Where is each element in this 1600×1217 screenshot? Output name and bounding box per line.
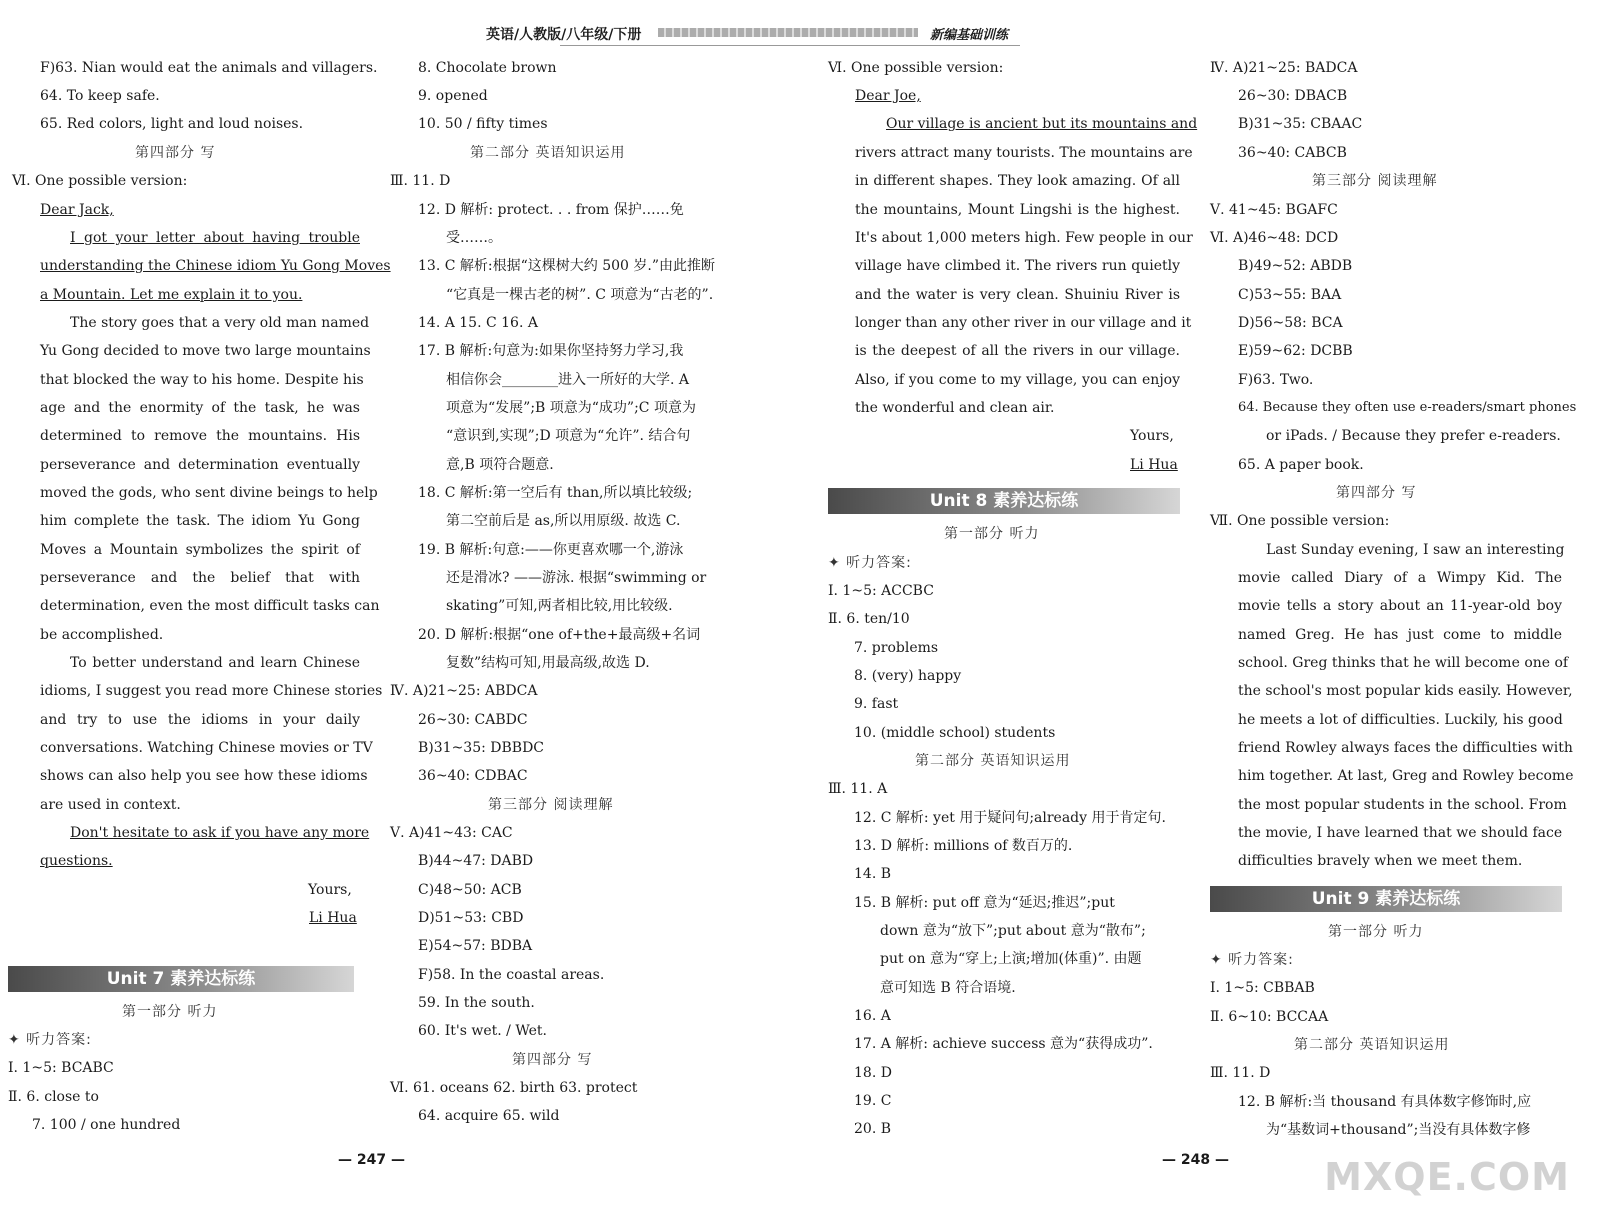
text-line: 10. (middle school) students <box>854 725 1056 741</box>
page-number-right: — 248 — <box>1162 1152 1229 1168</box>
text-line: him together. At last, Greg and Rowley become <box>1238 768 1574 784</box>
text-line: that blocked the way to his home. Despite his <box>40 372 364 388</box>
text-line: Ⅶ. One possible version: <box>1210 513 1390 529</box>
section-heading: 第二部分 英语知识运用 <box>915 753 1071 769</box>
text-line: 64. Because they often use e-readers/smart phones <box>1238 400 1577 415</box>
text-line: Also, if you come to my village, you can enjoy <box>855 372 1180 388</box>
text-line: 20. B <box>854 1121 892 1137</box>
text-line: F)58. In the coastal areas. <box>418 967 605 983</box>
section-heading: 第四部分 写 <box>512 1052 593 1068</box>
text-line: movie tells a story about an 11-year-old boy <box>1238 598 1562 614</box>
text-line: 18. D <box>854 1065 892 1081</box>
text-line: 20. D 解析:根据“one of+the+最高级+名词 <box>418 627 701 643</box>
text-line: Ⅰ. 1~5: CBBAB <box>1210 980 1315 996</box>
text-line: a Mountain. Let me explain it to you. <box>40 287 303 303</box>
text-line: and the water is very clean. Shuiniu River is <box>855 287 1180 303</box>
unit-7-banner: Unit 7 素养达标练 <box>8 966 354 992</box>
text-line: 8. (very) happy <box>854 668 962 684</box>
section-heading: 第三部分 阅读理解 <box>1312 173 1438 189</box>
text-line: 受……。 <box>446 230 502 246</box>
text-line: E)59~62: DCBB <box>1238 343 1353 359</box>
text-line: 17. B 解析:句意为:如果你坚持努力学习,我 <box>418 343 684 359</box>
text-line: 13. C 解析:根据“这棵树大约 500 岁.”由此推断 <box>418 258 715 274</box>
text-line: Ⅵ. A)46~48: DCD <box>1210 230 1339 246</box>
text-line: rivers attract many tourists. The mountains are <box>855 145 1193 161</box>
text-line: 7. problems <box>854 640 939 656</box>
text-line: perseverance and determination eventually <box>40 457 360 473</box>
text-line: are used in context. <box>40 797 181 813</box>
section-heading: 第四部分 写 <box>135 145 216 161</box>
text-line: 意可知选 B 符合语境. <box>880 980 1016 996</box>
text-line: C)53~55: BAA <box>1238 287 1342 303</box>
text-line: in different shapes. They look amazing. Of all <box>855 173 1180 189</box>
text-line: Ⅴ. 41~45: BGAFC <box>1210 202 1338 218</box>
text-line: determined to remove the mountains. His <box>40 428 360 444</box>
text-line: the wonderful and clean air. <box>855 400 1055 416</box>
listening-answers-label: ✦ 听力答案: <box>828 555 912 571</box>
text-line: the school's most popular kids easily. However, <box>1238 683 1573 699</box>
text-line: Don't hesitate to ask if you have any more <box>70 825 370 841</box>
text-line: 15. B 解析: put off 意为“延迟;推迟”;put <box>854 895 1115 911</box>
text-line: B)31~35: DBBDC <box>418 740 545 756</box>
text-line: 14. A 15. C 16. A <box>418 315 538 331</box>
text-line: down 意为“放下”;put about 意为“散布”; <box>880 923 1146 939</box>
page-number-left: — 247 — <box>338 1152 405 1168</box>
header-series-title: 新编基础训练 <box>930 28 1009 43</box>
text-line: conversations. Watching Chinese movies or TV <box>40 740 373 756</box>
text-line: 12. D 解析: protect. . . from 保护……免 <box>418 202 684 218</box>
text-line: Last Sunday evening, I saw an interesting <box>1266 542 1565 558</box>
text-line: he meets a lot of difficulties. Luckily, his good <box>1238 712 1563 728</box>
header-rule <box>560 45 1020 46</box>
text-line: 10. 50 / fifty times <box>418 116 548 132</box>
text-line: 16. A <box>854 1008 891 1024</box>
text-line: age and the enormity of the task, he was <box>40 400 360 416</box>
unit-9-banner: Unit 9 素养达标练 <box>1210 886 1562 912</box>
text-line: Ⅱ. 6~10: BCCAA <box>1210 1009 1329 1025</box>
text-line: and try to use the idioms in your daily <box>40 712 360 728</box>
section-heading: 第一部分 听力 <box>944 526 1040 542</box>
text-line: 19. C <box>854 1093 892 1109</box>
section-heading: 第二部分 英语知识运用 <box>1294 1037 1450 1053</box>
text-line: movie called Diary of a Wimpy Kid. The <box>1238 570 1562 586</box>
text-line: B)44~47: DABD <box>418 853 534 869</box>
text-line: 12. C 解析: yet 用于疑问句;already 用于肯定句. <box>854 810 1166 826</box>
text-line: 意,B 项符合题意. <box>446 457 554 473</box>
text-line: 18. C 解析:第一空后有 than,所以填比较级; <box>418 485 693 501</box>
text-line: 59. In the south. <box>418 995 535 1011</box>
text-line: questions. <box>40 853 113 869</box>
text-line: be accomplished. <box>40 627 164 643</box>
text-line: 17. A 解析: achieve success 意为“获得成功”. <box>854 1036 1153 1052</box>
text-line: is the deepest of all the rivers in our village. <box>855 343 1180 359</box>
text-line: D)51~53: CBD <box>418 910 524 926</box>
header-decoration <box>658 28 918 37</box>
text-line: 9. fast <box>854 696 899 712</box>
text-line: 36~40: CDBAC <box>418 768 528 784</box>
text-line: 14. B <box>854 866 892 882</box>
text-line: Ⅳ. A)21~25: ABDCA <box>390 683 538 699</box>
section-heading: 第一部分 听力 <box>1328 924 1424 940</box>
text-line: 7. 100 / one hundred <box>32 1117 181 1133</box>
text-line: Ⅳ. A)21~25: BADCA <box>1210 60 1358 76</box>
text-line: Ⅵ. One possible version: <box>12 173 188 189</box>
text-line: Ⅴ. A)41~43: CAC <box>390 825 513 841</box>
text-line: Ⅰ. 1~5: ACCBC <box>828 583 934 599</box>
text-line: difficulties bravely when we meet them. <box>1238 853 1523 869</box>
text-line: 9. opened <box>418 88 488 104</box>
section-heading: 第二部分 英语知识运用 <box>470 145 626 161</box>
text-line: B)31~35: CBAAC <box>1238 116 1363 132</box>
text-line: friend Rowley always faces the difficulties with <box>1238 740 1573 756</box>
letter-closing: Yours, <box>308 882 352 898</box>
text-line: 64. acquire 65. wild <box>418 1108 560 1124</box>
text-line: perseverance and the belief that with <box>40 570 360 586</box>
text-line: The story goes that a very old man named <box>70 315 370 331</box>
text-line: moved the gods, who sent divine beings to help <box>40 485 378 501</box>
text-line: village have climbed it. The rivers run quietly <box>855 258 1180 274</box>
text-line: named Greg. He has just come to middle <box>1238 627 1562 643</box>
text-line: understanding the Chinese idiom Yu Gong Moves <box>40 258 391 274</box>
text-line: determination, even the most difficult tasks can <box>40 598 380 614</box>
text-line: longer than any other river in our village and it <box>855 315 1192 331</box>
text-line: “它真是一棵古老的树”. C 项意为“古老的”. <box>446 287 714 303</box>
text-line: 64. To keep safe. <box>40 88 160 104</box>
text-line: E)54~57: BDBA <box>418 938 533 954</box>
text-line: 65. A paper book. <box>1238 457 1364 473</box>
text-line: Ⅲ. 11. D <box>1210 1065 1271 1081</box>
text-line: put on 意为“穿上;上演;增加(体重)”. 由题 <box>880 951 1142 967</box>
text-line: B)49~52: ABDB <box>1238 258 1353 274</box>
text-line: the movie, I have learned that we should face <box>1238 825 1563 841</box>
text-line: Ⅵ. 61. oceans 62. birth 63. protect <box>390 1080 638 1096</box>
text-line: 还是滑冰? ——游泳. 根据“swimming or <box>446 570 707 586</box>
text-line: 项意为“发展”;B 项意为“成功”;C 项意为 <box>446 400 696 416</box>
letter-salutation: Dear Jack, <box>40 202 114 218</box>
text-line: Ⅵ. One possible version: <box>828 60 1004 76</box>
text-line: I got your letter about having trouble <box>70 230 360 246</box>
text-line: 13. D 解析: millions of 数百万的. <box>854 838 1073 854</box>
text-line: F)63. Two. <box>1238 372 1314 388</box>
text-line: the mountains, Mount Lingshi is the highest. <box>855 202 1180 218</box>
text-line: 12. B 解析:当 thousand 有具体数字修饰时,应 <box>1238 1094 1532 1110</box>
text-line: It's about 1,000 meters high. Few people in our <box>855 230 1193 246</box>
letter-signature: Li Hua <box>1130 457 1178 473</box>
text-line: Yu Gong decided to move two large mountains <box>40 343 371 359</box>
letter-signature: Li Hua <box>309 910 357 926</box>
header-book-title: 英语/人教版/八年级/下册 <box>486 27 642 43</box>
listening-answers-label: ✦ 听力答案: <box>1210 952 1294 968</box>
text-line: 第二空前后是 as,所以用原级. 故选 C. <box>446 513 681 529</box>
text-line: skating”可知,两者相比较,用比较级. <box>446 598 673 614</box>
text-line: 26~30: DBACB <box>1238 88 1348 104</box>
letter-closing: Yours, <box>1130 428 1174 444</box>
text-line: To better understand and learn Chinese <box>70 655 360 671</box>
text-line: Moves a Mountain symbolizes the spirit of <box>40 542 360 558</box>
text-line: or iPads. / Because they prefer e-readers. <box>1266 428 1561 444</box>
text-line: Ⅱ. 6. close to <box>8 1089 99 1105</box>
text-line: Ⅲ. 11. D <box>390 173 451 189</box>
text-line: Ⅲ. 11. A <box>828 781 888 797</box>
text-line: F)63. Nian would eat the animals and villagers. <box>40 60 378 76</box>
text-line: 8. Chocolate brown <box>418 60 557 76</box>
section-heading: 第三部分 阅读理解 <box>488 797 614 813</box>
text-line: school. Greg thinks that he will become one of <box>1238 655 1569 671</box>
letter-salutation: Dear Joe, <box>855 88 921 104</box>
text-line: 26~30: CABDC <box>418 712 528 728</box>
text-line: idioms, I suggest you read more Chinese stories <box>40 683 383 699</box>
text-line: Ⅱ. 6. ten/10 <box>828 611 910 627</box>
text-line: 65. Red colors, light and loud noises. <box>40 116 304 132</box>
section-heading: 第一部分 听力 <box>122 1004 218 1020</box>
watermark: MXQE.COM <box>1324 1155 1570 1199</box>
text-line: 60. It's wet. / Wet. <box>418 1023 547 1039</box>
section-heading: 第四部分 写 <box>1336 485 1417 501</box>
text-line: him complete the task. The idiom Yu Gong <box>40 513 360 529</box>
text-line: 复数”结构可知,用最高级,故选 D. <box>446 655 650 671</box>
text-line: Our village is ancient but its mountains and <box>886 116 1198 132</box>
unit-8-banner: Unit 8 素养达标练 <box>828 488 1180 514</box>
text-line: 相信你会________进入一所好的大学. A <box>446 372 690 388</box>
text-line: shows can also help you see how these idioms <box>40 768 368 784</box>
text-line: C)48~50: ACB <box>418 882 522 898</box>
text-line: 19. B 解析:句意:——你更喜欢哪一个,游泳 <box>418 542 684 558</box>
text-line: Ⅰ. 1~5: BCABC <box>8 1060 114 1076</box>
text-line: “意识到,实现”;D 项意为“允许”. 结合句 <box>446 428 691 444</box>
text-line: D)56~58: BCA <box>1238 315 1343 331</box>
text-line: the most popular students in the school. From <box>1238 797 1567 813</box>
text-line: 为“基数词+thousand”;当没有具体数字修 <box>1266 1122 1531 1138</box>
page-header <box>486 22 1046 44</box>
text-line: 36~40: CABCB <box>1238 145 1347 161</box>
listening-answers-label: ✦ 听力答案: <box>8 1032 92 1048</box>
